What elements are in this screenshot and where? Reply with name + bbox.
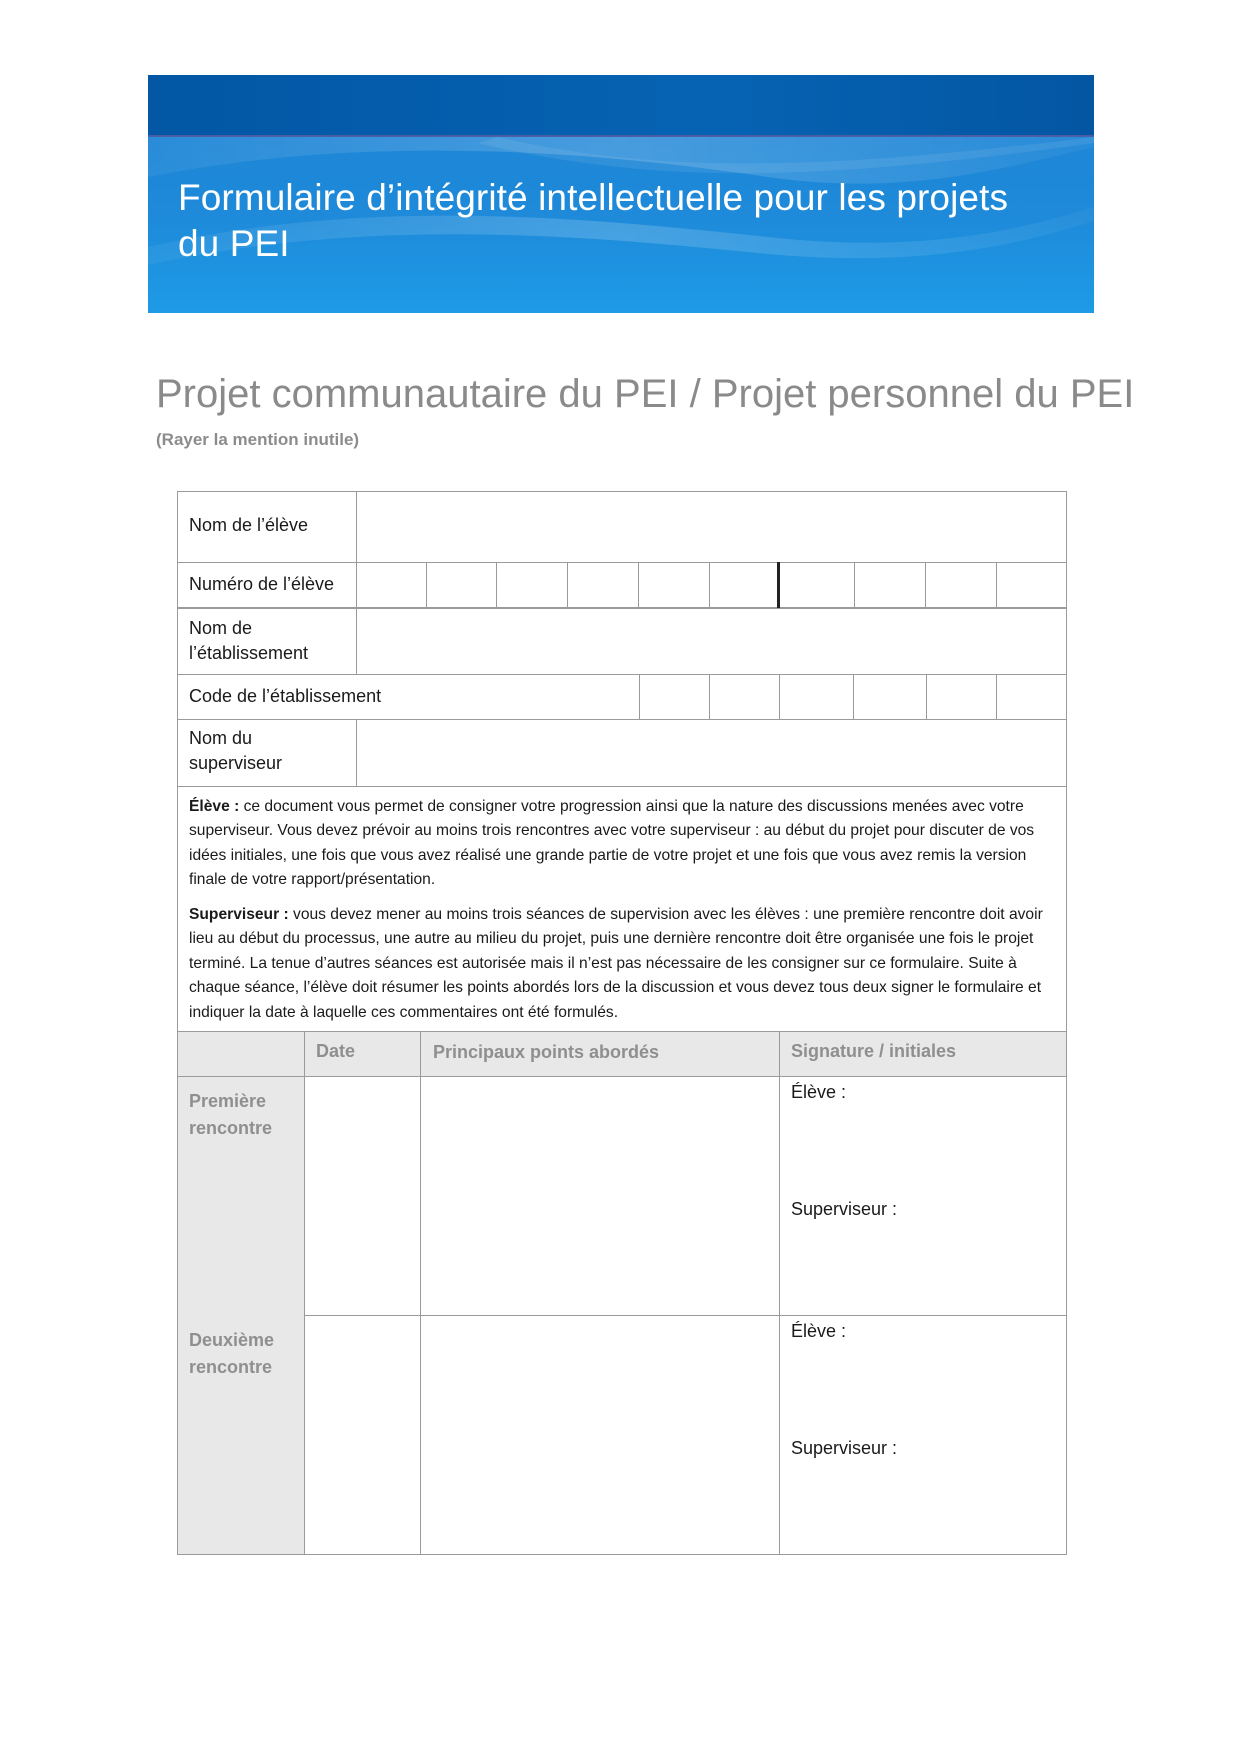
school-code-field[interactable] (640, 675, 1066, 719)
student-number-field[interactable] (357, 563, 1066, 607)
form-title: Formulaire d’intégrité intellectuelle pour les projets du PEI (178, 177, 1009, 264)
first-meeting-label: Première rencontre (189, 1091, 273, 1138)
student-instructions-label: Élève : (189, 798, 240, 815)
student-number-label: Numéro de l’élève (189, 574, 335, 594)
second-meeting-label: Deuxième rencontre (189, 1330, 275, 1377)
project-type-heading: Projet communautaire du PEI / Projet personnel du PEI (156, 372, 1135, 416)
school-name-label: Nom de l’établissement (189, 618, 309, 663)
second-meeting-date-field[interactable] (305, 1316, 420, 1554)
school-name-field[interactable] (357, 609, 1066, 674)
student-instructions (189, 795, 1055, 893)
student-name-label: Nom de l’élève (189, 515, 309, 535)
first-meeting-date-field[interactable] (305, 1077, 420, 1315)
supervisor-instructions-label: Superviseur : (189, 906, 289, 923)
first-meeting-student-signature[interactable]: Élève : (791, 1082, 847, 1102)
student-instructions-text: ce document vous permet de consigner votre progression ainsi que la nature des discussions menées avec votre superviseur. Vous devez prévoir au moins trois rencontres avec votre superviseur : au début du projet pour discuter de vos idées initiales, une fois que vous avez réalisé une grande partie de votre projet et une fois que vous avez remis la version finale de votre rapport/présentation. (189, 798, 1035, 889)
student-name-field[interactable] (357, 492, 1066, 562)
school-code-label: Code de l’établissement (189, 686, 382, 706)
supervisor-instructions-text: vous devez mener au moins trois séances de supervision avec les élèves : une première rencontre doit avoir lieu au début du processus, une autre au milieu du projet, puis une dernière rencontre doit être organisée une fois le projet terminé. La tenue d’autres séances est autorisée mais il n’est pas nécessaire de les consigner sur ce formulaire. Suite à chaque séance, l’élève doit résumer les points abordés lors de la discussion et vous devez tous deux signer le formulaire et indiquer la date à laquelle ces commentaires ont été formulés. (189, 906, 1043, 1021)
supervisor-instructions (189, 903, 1055, 1025)
signature-column-header: Signature / initiales (791, 1041, 957, 1061)
project-type-note: (Rayer la mention inutile) (156, 430, 360, 449)
first-meeting-supervisor-signature[interactable]: Superviseur : (791, 1199, 898, 1219)
date-column-header: Date (316, 1041, 356, 1061)
first-meeting-points-field[interactable] (421, 1077, 779, 1315)
header-banner (148, 75, 1094, 313)
second-meeting-supervisor-signature[interactable]: Superviseur : (791, 1438, 898, 1458)
supervisor-name-field[interactable] (357, 720, 1066, 786)
points-column-header: Principaux points abordés (433, 1042, 660, 1062)
second-meeting-points-field[interactable] (421, 1316, 779, 1554)
supervisor-name-label: Nom du superviseur (189, 728, 283, 773)
second-meeting-student-signature[interactable]: Élève : (791, 1321, 847, 1341)
banner-top-band (148, 75, 1094, 135)
